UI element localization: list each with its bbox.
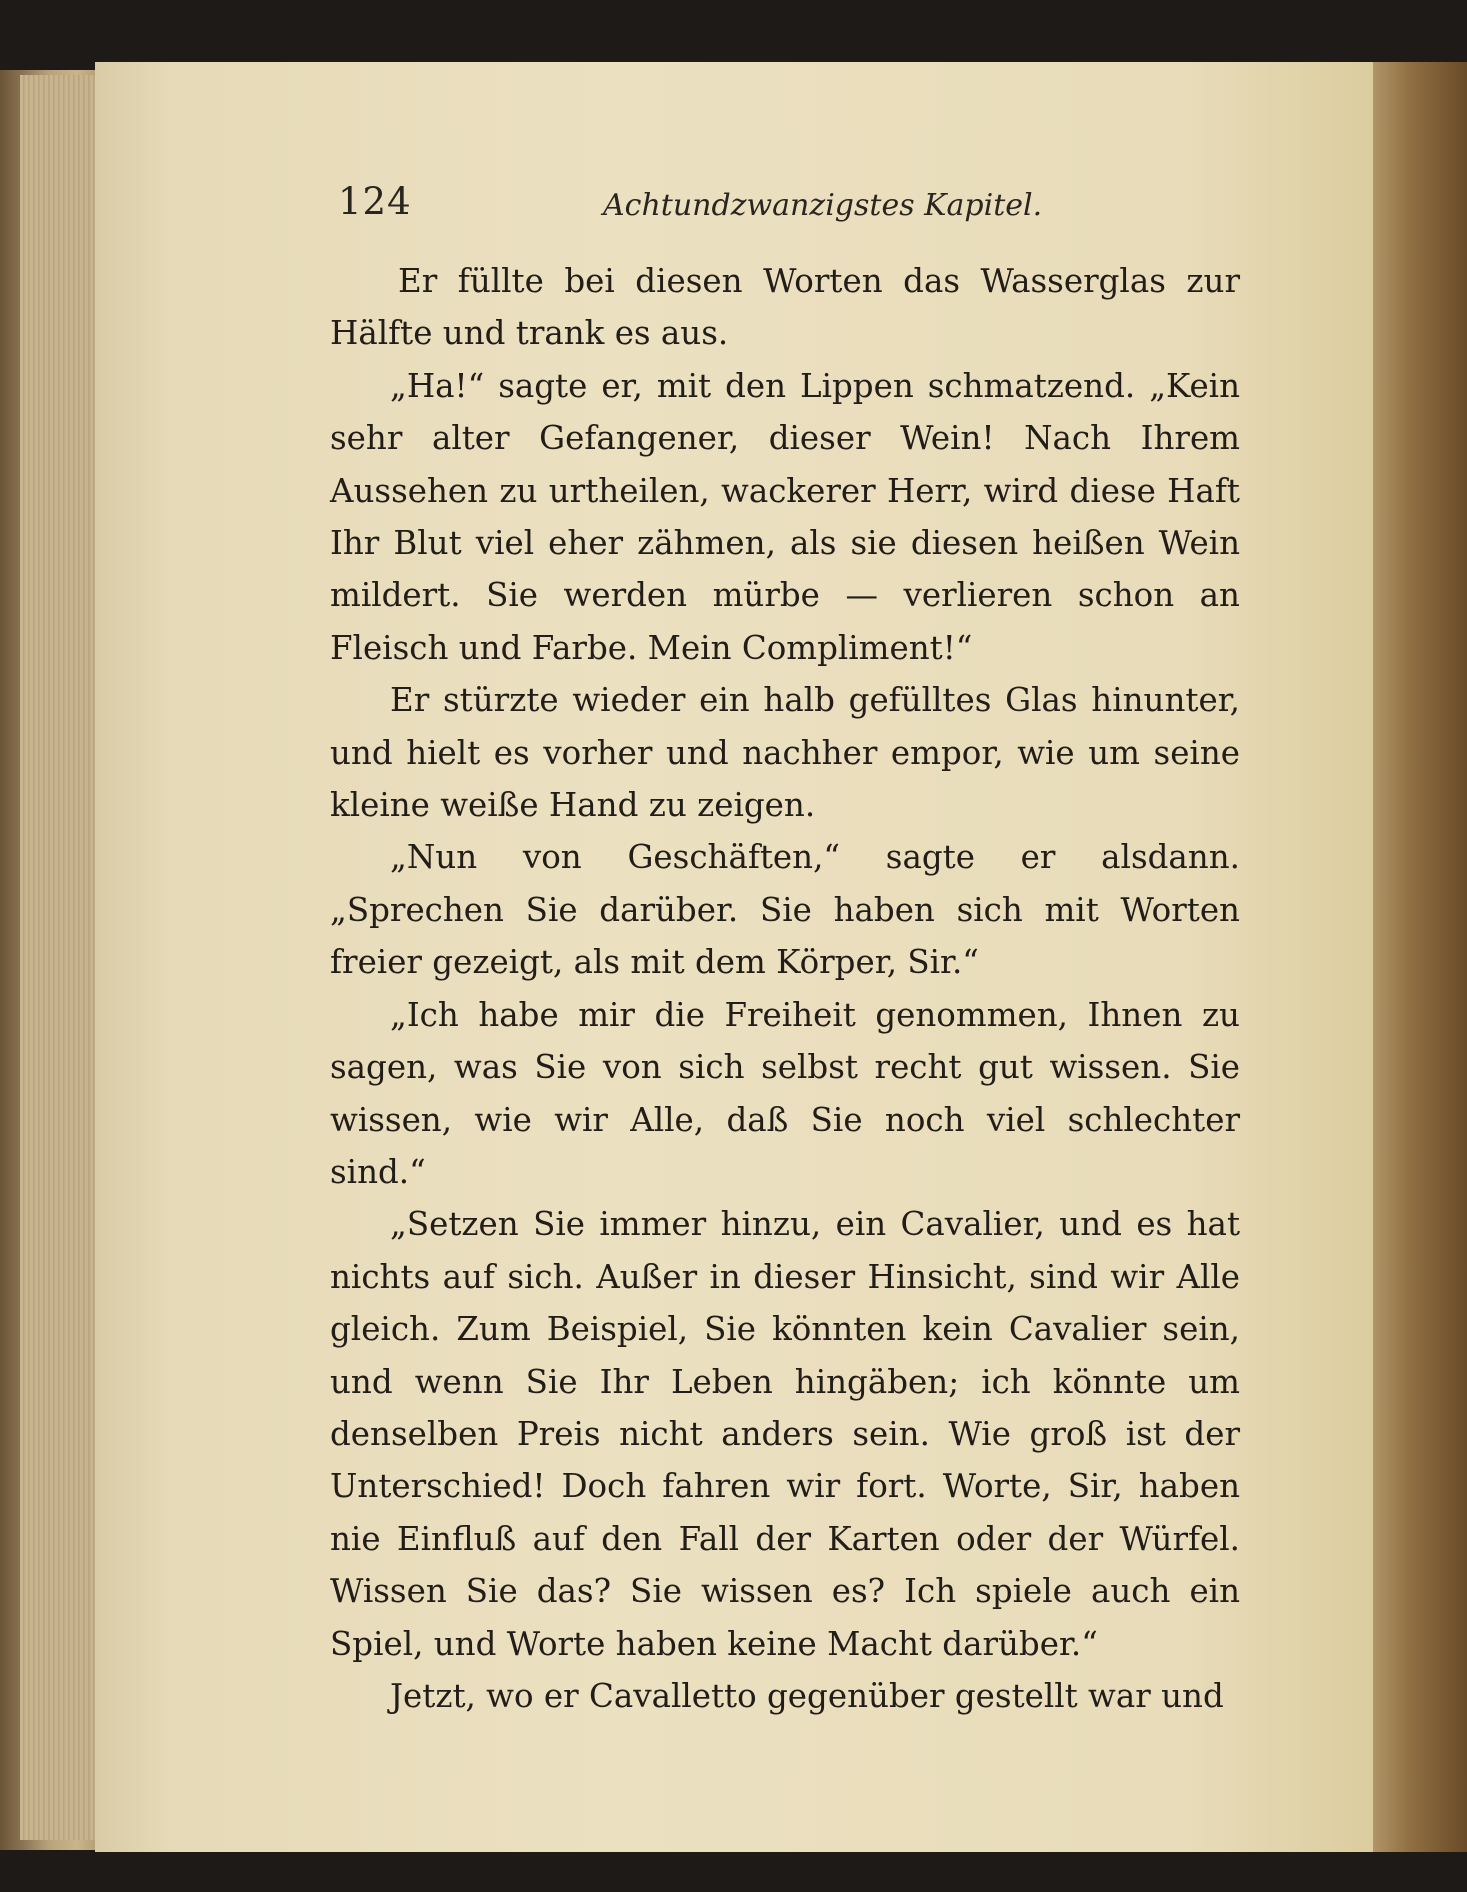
body-text [330, 255, 1240, 1722]
paragraph: Er füllte bei diesen Worten das Wasserglas zur Hälfte und trank es aus. [330, 262, 1240, 353]
paragraph: Er stürzte wieder ein halb gefülltes Glas hinunter, und hielt es vorher und nachher empor, wie um seine kleine weiße Hand zu zeigen. [330, 681, 1240, 825]
paragraph: Jetzt, wo er Cavalletto gegenüber gestellt war und [390, 1676, 1224, 1715]
paragraph: „Setzen Sie immer hinzu, ein Cavalier, und es hat nichts auf sich. Außer in dieser Hinsicht, sind wir Alle gleich. Zum Beispiel, Sie könnten kein Cavalier sein, und wenn Sie Ihr Leben hingäben; ich könnte um denselben Preis nicht anders sein. Wie groß ist der Unterschied! Doch fahren wir fort. Worte, Sir, haben nie Einfluß auf den Fall der Karten oder der Würfel. Wissen Sie das? Sie wissen es? Ich spiele auch ein Spiel, und Worte haben keine Macht darüber.“ [330, 1205, 1240, 1663]
paragraph: „Ha!“ sagte er, mit den Lippen schmatzend. „Kein sehr alter Gefangener, dieser Wein! Nach Ihrem Aussehen zu urtheilen, wackerer Herr, wird diese Haft Ihr Blut viel eher zähmen, als sie diesen heißen Wein mildert. Sie werden mürbe — verlieren schon an Fleisch und Farbe. Mein Compliment!“ [330, 366, 1240, 667]
running-title: Achtundzwanzigstes Kapitel. [603, 188, 1043, 223]
page-header [245, 170, 1145, 230]
paragraph: „Nun von Geschäften,“ sagte er alsdann. „Sprechen Sie darüber. Sie haben sich mit Worten freier gezeigt, als mit dem Körper, Sir.“ [330, 838, 1240, 982]
page-stack-edge [20, 75, 105, 1840]
page-number: 124 [338, 180, 412, 223]
next-page-edge [1373, 62, 1467, 1852]
paragraph: „Ich habe mir die Freiheit genommen, Ihnen zu sagen, was Sie von sich selbst recht gut wissen. Sie wissen, wie wir Alle, daß Sie noch viel schlechter sind.“ [330, 995, 1240, 1191]
